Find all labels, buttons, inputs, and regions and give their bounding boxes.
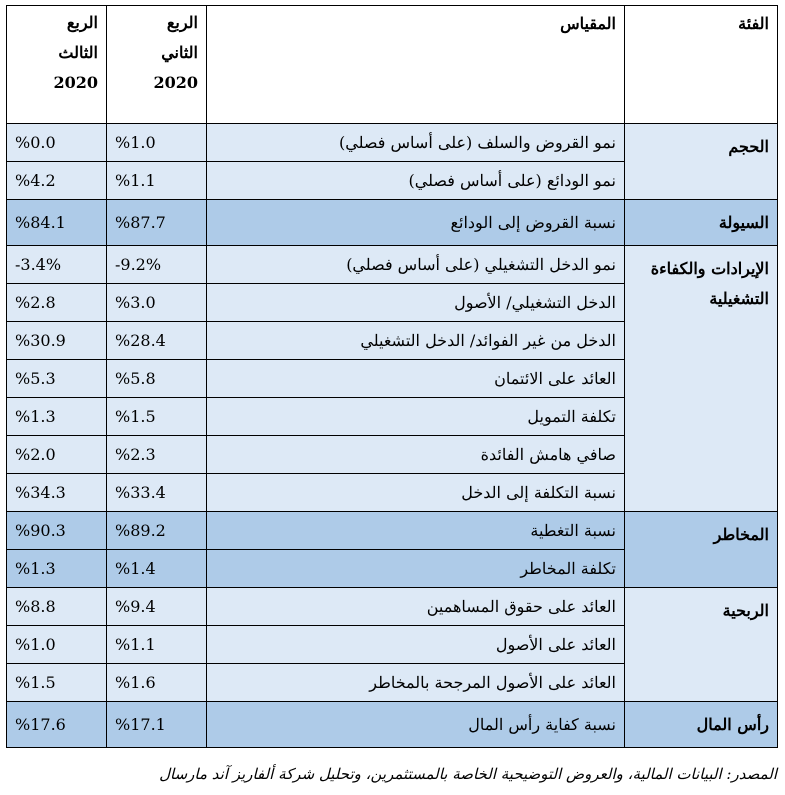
metric-cell: نسبة التكلفة إلى الدخل xyxy=(207,474,625,512)
q2-value-cell: %1.5 xyxy=(107,398,207,436)
metric-cell: نسبة القروض إلى الودائع xyxy=(207,200,625,246)
header-q2-line3: 2020 xyxy=(153,73,198,92)
q3-value-cell: %1.3 xyxy=(7,550,107,588)
metric-cell: نسبة كفاية رأس المال xyxy=(207,702,625,748)
table-row xyxy=(7,200,778,246)
header-q2 xyxy=(107,6,207,124)
q2-value-cell: %1.4 xyxy=(107,550,207,588)
header-q3-line2: الثالث xyxy=(58,43,98,62)
category-cell: رأس المال xyxy=(625,702,778,748)
metric-cell: نمو الودائع (على أساس فصلي) xyxy=(207,162,625,200)
source-note: المصدر: البيانات المالية، والعروض التوضيحية الخاصة بالمستثمرين، وتحليل شركة ألفاريز آند مارسال xyxy=(159,765,777,783)
metric-cell: العائد على الائتمان xyxy=(207,360,625,398)
metric-cell: نسبة التغطية xyxy=(207,512,625,550)
header-metric: المقياس xyxy=(207,6,625,124)
q2-value-cell: %17.1 xyxy=(107,702,207,748)
q2-value-cell: %89.2 xyxy=(107,512,207,550)
q2-value-cell: %87.7 xyxy=(107,200,207,246)
q2-value-cell: %1.1 xyxy=(107,626,207,664)
metric-cell: تكلفة المخاطر xyxy=(207,550,625,588)
table-row xyxy=(7,512,778,550)
q2-value-cell: %1.6 xyxy=(107,664,207,702)
q2-value-cell: %33.4 xyxy=(107,474,207,512)
metric-cell: نمو الدخل التشغيلي (على أساس فصلي) xyxy=(207,246,625,284)
q2-value-cell: %9.4 xyxy=(107,588,207,626)
metric-cell: الدخل من غير الفوائد/ الدخل التشغيلي xyxy=(207,322,625,360)
metric-cell: العائد على الأصول xyxy=(207,626,625,664)
q3-value-cell: %2.0 xyxy=(7,436,107,474)
header-q3 xyxy=(7,6,107,124)
header-q2-line1: الربع xyxy=(166,13,198,32)
header-q3-line1: الربع xyxy=(66,13,98,32)
table-row xyxy=(7,246,778,284)
q2-value-cell: %28.4 xyxy=(107,322,207,360)
q3-value-cell: %84.1 xyxy=(7,200,107,246)
category-cell: الحجم xyxy=(625,124,778,200)
q3-value-cell: %34.3 xyxy=(7,474,107,512)
metric-cell: تكلفة التمويل xyxy=(207,398,625,436)
q2-value-cell: %1.0 xyxy=(107,124,207,162)
q2-value-cell: %2.3 xyxy=(107,436,207,474)
q2-value-cell: -9.2% xyxy=(107,246,207,284)
header-q2-line2: الثاني xyxy=(161,43,198,62)
q3-value-cell: -3.4% xyxy=(7,246,107,284)
table-row xyxy=(7,124,778,162)
q3-value-cell: %1.0 xyxy=(7,626,107,664)
table-body xyxy=(7,124,778,748)
category-cell: السيولة xyxy=(625,200,778,246)
table-row xyxy=(7,588,778,626)
q3-value-cell: %4.2 xyxy=(7,162,107,200)
metric-cell: صافي هامش الفائدة xyxy=(207,436,625,474)
table-row xyxy=(7,702,778,748)
metric-cell: نمو القروض والسلف (على أساس فصلي) xyxy=(207,124,625,162)
header-row xyxy=(7,6,778,124)
metrics-table xyxy=(6,5,778,748)
q2-value-cell: %3.0 xyxy=(107,284,207,322)
category-cell: الربحية xyxy=(625,588,778,702)
header-q3-line3: 2020 xyxy=(53,73,98,92)
q3-value-cell: %8.8 xyxy=(7,588,107,626)
q3-value-cell: %0.0 xyxy=(7,124,107,162)
metrics-table-container xyxy=(6,5,777,748)
q3-value-cell: %1.3 xyxy=(7,398,107,436)
q3-value-cell: %2.8 xyxy=(7,284,107,322)
header-category: الفئة xyxy=(625,6,778,124)
category-cell: الإيرادات والكفاءة التشغيلية xyxy=(625,246,778,512)
q3-value-cell: %17.6 xyxy=(7,702,107,748)
category-cell: المخاطر xyxy=(625,512,778,588)
q2-value-cell: %5.8 xyxy=(107,360,207,398)
metric-cell: العائد على الأصول المرجحة بالمخاطر xyxy=(207,664,625,702)
q3-value-cell: %5.3 xyxy=(7,360,107,398)
q3-value-cell: %90.3 xyxy=(7,512,107,550)
q3-value-cell: %30.9 xyxy=(7,322,107,360)
q3-value-cell: %1.5 xyxy=(7,664,107,702)
metric-cell: الدخل التشغيلي/ الأصول xyxy=(207,284,625,322)
metric-cell: العائد على حقوق المساهمين xyxy=(207,588,625,626)
q2-value-cell: %1.1 xyxy=(107,162,207,200)
